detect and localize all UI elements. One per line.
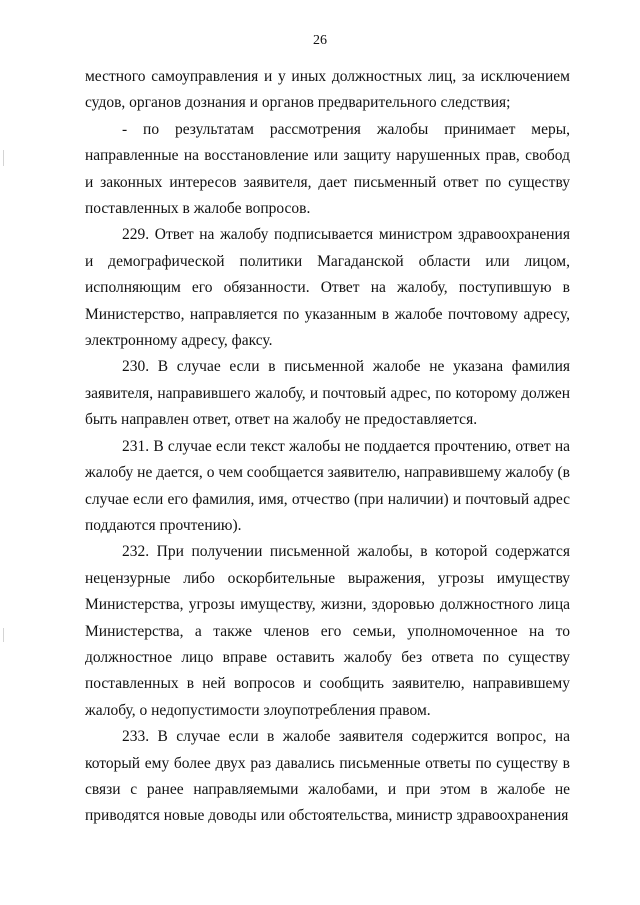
paragraph-continuation: местного самоуправления и у иных должностных лиц, за исключением судов, органов дознания и органов предварительного следствия; (85, 68, 570, 112)
document-body (85, 64, 570, 830)
paragraph-232: 232. При получении письменной жалобы, в которой содержатся нецензурные либо оскорбительные выражения, угрозы имуществу Министерства, угрозы имуществу, жизни, здоровью должностного лица Министерства, а также членов его семьи, уполномоченное на то должностное лицо вправе оставить жалобу без ответа по существу поставленных в ней вопросов и сообщить заявителю, направившему жалобу, о недопустимости злоупотребления правом. (85, 543, 570, 719)
paragraph-229: 229. Ответ на жалобу подписывается министром здравоохранения и демографической политики Магаданской области или лицом, исполняющим его обязанности. Ответ на жалобу, поступившую в Министерство, направляется по указанным в жалобе почтовому адресу, электронному адресу, факсу. (85, 226, 570, 350)
scan-edge-mark (3, 150, 4, 166)
paragraph-231: 231. В случае если текст жалобы не поддается прочтению, ответ на жалобу не дается, о чем сообщается заявителю, направившему жалобу (в случае если его фамилия, имя, отчество (при наличии) и почтовый адрес поддаются прочтению). (85, 437, 570, 534)
paragraph-list-item: - по результатам рассмотрения жалобы принимает меры, направленные на восстановление или защиту нарушенных прав, свобод и законных интересов заявителя, дает письменный ответ по существу поставленных в жалобе вопросов. (85, 120, 570, 218)
scan-edge-mark (3, 628, 4, 642)
paragraph-233: 233. В случае если в жалобе заявителя содержится вопрос, на который ему более двух раз давались письменные ответы по существу в связи с ранее направляемыми жалобами, и при этом в жалобе не приводятся новые доводы или обстоятельства, министр здравоохранения (85, 728, 570, 825)
page-number: 26 (313, 33, 327, 48)
paragraph-230: 230. В случае если в письменной жалобе не указана фамилия заявителя, направившего жалобу, и почтовый адрес, по которому должен быть направлен ответ, ответ на жалобу не предоставляется. (85, 358, 570, 429)
